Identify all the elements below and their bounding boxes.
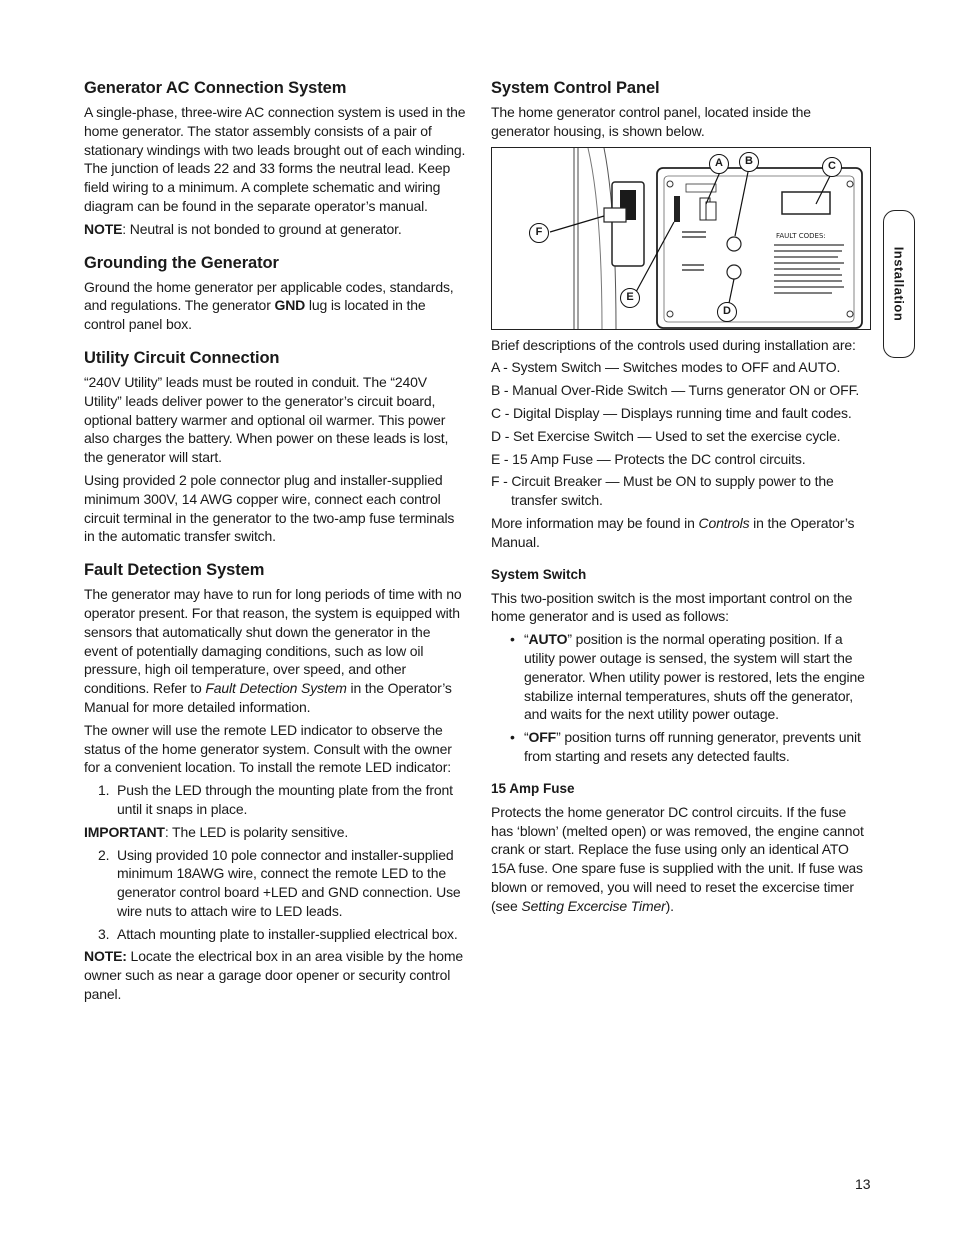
fuse-paragraph: Protects the home generator DC control circuits. If the fuse has ‘blown’ (melted open) or was removed, the engine cannot crank or start. Replace the fuse using only an identical ATO 15A fuse. One spare fuse is supplied with the unit. If fuse was blown or removed, you will need to reset the excercise timer (see Setting Excercise Timer). <box>491 803 864 914</box>
ac-connection-paragraph: A single-phase, three-wire AC connection system is used in the home generator. The stator assembly consists of a pair of stationary windings with two leads brought out of each winding. The junction of leads 22 and 33 forms the neutral lead. Keep field wiring to a minimum. A complete schematic and wiring diagram can be found in the separate operator’s manual. <box>84 104 466 214</box>
callout-c: C <box>822 157 842 177</box>
fault-paragraph-1: The generator may have to run for long periods of time with no operator present. For that reason, the system is equipped with sensors that automatically shut down the generator in the event of potentially damaging conditions, such as low oil pressure, high oil temperature, over speed, and other conditions. Refer to Fault Detection System in the Operator’s Manual for more detailed information. <box>84 586 462 715</box>
subsection-title-system-switch: System Switch <box>491 566 587 582</box>
utility-paragraph-2: Using provided 2 pole connector plug and installer-supplied minimum 300V, 14 AWG copper wire, connect each control circuit terminal in the generator to the two-amp fuse terminals in the automatic transfer switch. <box>84 471 455 545</box>
controls-list <box>491 358 871 510</box>
ac-connection-note <box>84 220 466 239</box>
control-panel-illustration <box>492 148 871 330</box>
callout-d: D <box>717 302 737 322</box>
fault-paragraph-2: The owner will use the remote LED indicator to observe the status of the home generator system. Consult with the owner for a convenient location. To install the remote LED indicator: <box>84 721 452 776</box>
list-item: B - Manual Over-Ride Switch — Turns generator ON or OFF. <box>491 382 860 399</box>
controls-brief: Brief descriptions of the controls used during installation are: <box>491 336 856 353</box>
list-item: D - Set Exercise Switch — Used to set the exercise cycle. <box>491 427 841 444</box>
list-item: E - 15 Amp Fuse — Protects the DC control circuits. <box>491 450 806 467</box>
note-label: NOTE <box>84 220 123 237</box>
control-panel-figure <box>491 147 871 330</box>
section-title-control-panel: System Control Panel <box>491 79 660 97</box>
grounding-paragraph: Ground the home generator per applicable codes, standards, and regulations. The generator GND lug is located in the control panel box. <box>84 278 454 333</box>
section-title-fault-detection: Fault Detection System <box>84 561 265 580</box>
list-item: • “OFF” position turns off running generator, prevents unit from starting and resets any detected faults. <box>510 729 861 764</box>
section-title-grounding: Grounding the Generator <box>84 253 279 272</box>
electrical-box-note: NOTE: Locate the electrical box in an area visible by the home owner such as near a garage door opener or security control panel. <box>84 948 464 1003</box>
note-text: : Neutral is not bonded to ground at generator. <box>122 220 402 237</box>
list-item: 2. Using provided 10 pole connector and installer-supplied minimum 18AWG wire, connect the remote LED to the generator control board +LED and GND connection. Use wire nuts to attach wire to LED leads. <box>98 846 461 919</box>
fault-codes-label: FAULT CODES: <box>776 231 826 240</box>
control-panel-intro: The home generator control panel, located inside the generator housing, is shown below. <box>491 104 811 139</box>
list-item: 1. Push the LED through the mounting plate from the front until it snaps in place. <box>98 782 453 817</box>
side-tab-label: Installation <box>891 246 907 322</box>
right-column <box>491 78 871 916</box>
important-note: IMPORTANT: The LED is polarity sensitive. <box>84 823 349 840</box>
section-side-tab <box>883 210 915 358</box>
left-column <box>84 78 466 1004</box>
system-switch-paragraph: This two-position switch is the most important control on the home generator and is used as follows: <box>491 589 853 625</box>
led-steps-list-a <box>84 781 466 819</box>
callout-a: A <box>709 154 729 174</box>
callout-f: F <box>529 223 549 243</box>
callout-b: B <box>739 152 759 172</box>
list-item: A - System Switch — Switches modes to OFF and AUTO. <box>491 359 841 376</box>
more-info-paragraph: More information may be found in Controls in the Operator’s Manual. <box>491 514 855 550</box>
page-number: 13 <box>855 1176 871 1192</box>
section-title-ac-connection: Generator AC Connection System <box>84 79 347 97</box>
list-item: F - Circuit Breaker — Must be ON to supply power to the transfer switch. <box>491 473 834 509</box>
section-title-utility-circuit: Utility Circuit Connection <box>84 348 280 367</box>
list-item: C - Digital Display — Displays running time and fault codes. <box>491 404 852 421</box>
list-item: • “AUTO” position is the normal operating position. If a utility power outage is sensed, the system will start the generator. When utility power is restored, lets the engine stabilize internal temperatures, shuts off the generator, and waits for the next utility power outage. <box>510 631 865 723</box>
callout-e: E <box>620 288 640 308</box>
system-switch-bullets <box>491 630 871 766</box>
subsection-title-fuse: 15 Amp Fuse <box>491 780 575 796</box>
utility-paragraph-1: “240V Utility” leads must be routed in conduit. The “240V Utility” leads deliver power to the generator’s circuit board, optional battery warmer and optional oil warmer. This power also charges the battery. When power on these leads is lost, the generator will start. <box>84 373 449 466</box>
led-steps-list-b <box>84 846 466 944</box>
list-item: 3. Attach mounting plate to installer-supplied electrical box. <box>98 925 458 942</box>
